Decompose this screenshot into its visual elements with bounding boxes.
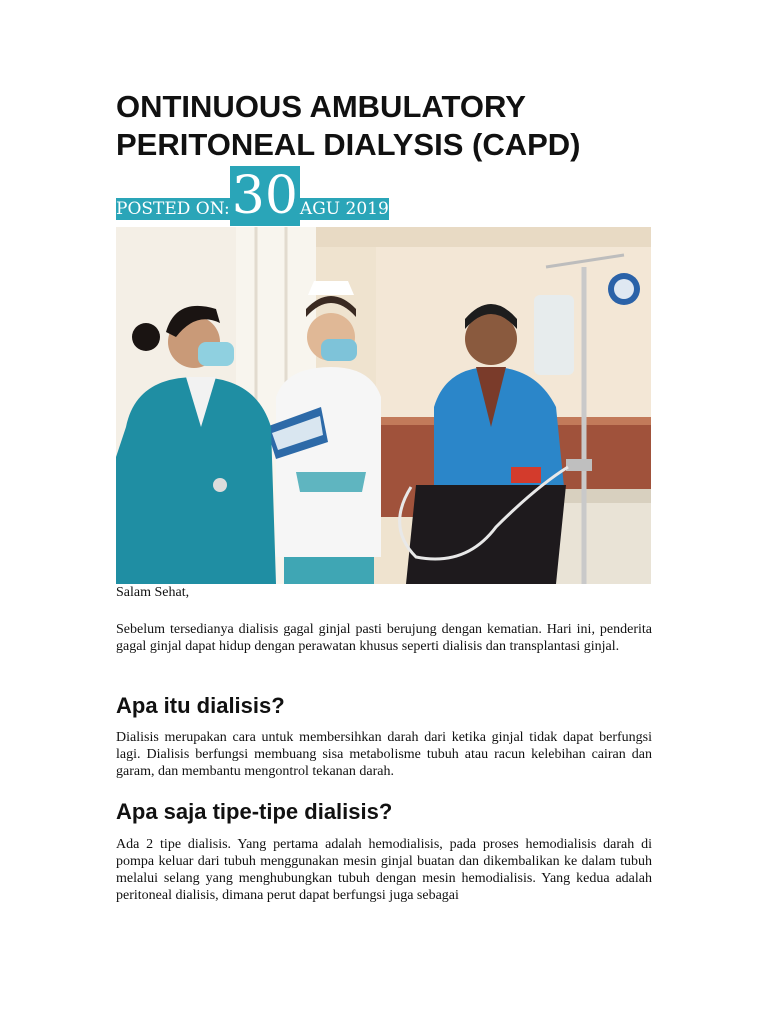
posted-day: 30 (231, 166, 298, 226)
posted-month-year: AGU 2019 (299, 199, 389, 219)
intro-paragraph: Sebelum tersedianya dialisis gagal ginjal pasti berujung dengan kematian. Hari ini, penderita gagal ginjal dapat hidup dengan perawatan khusus seperti dialisis dan transplantasi ginjal. (116, 622, 652, 654)
section-heading-what-is-dialysis: Apa itu dialisis? (116, 693, 285, 718)
posted-date (116, 166, 389, 226)
section-paragraph-what-is-dialysis: Dialisis merupakan cara untuk membersihkan darah dari ketika ginjal tidak dapat berfungsi lagi. Dialisis berfungsi membuang sisa metabolisme tubuh atau racun kelebihan cairan dan garam, dan membantu mengontrol tekanan darah. (116, 730, 652, 779)
section-paragraph-dialysis-types: Ada 2 tipe dialisis. Yang pertama adalah hemodialisis, pada proses hemodialisis darah di pompa keluar dari tubuh menggunakan mesin ginjal buatan dan dikembalikan ke dalam tubuh melalui selang yang menghubungkan tubuh dengan mesin hemodialisis. Yang kedua adalah peritoneal dialisis, dimana perut dapat berfungsi juga sebagai (116, 837, 652, 903)
article-title: ONTINUOUS AMBULATORY PERITONEAL DIALYSIS (CAPD) (116, 89, 581, 162)
greeting: Salam Sehat, (116, 585, 190, 600)
posted-label: POSTED ON: (116, 199, 230, 219)
article-photo (116, 227, 651, 584)
section-heading-dialysis-types: Apa saja tipe-tipe dialisis? (116, 799, 393, 824)
